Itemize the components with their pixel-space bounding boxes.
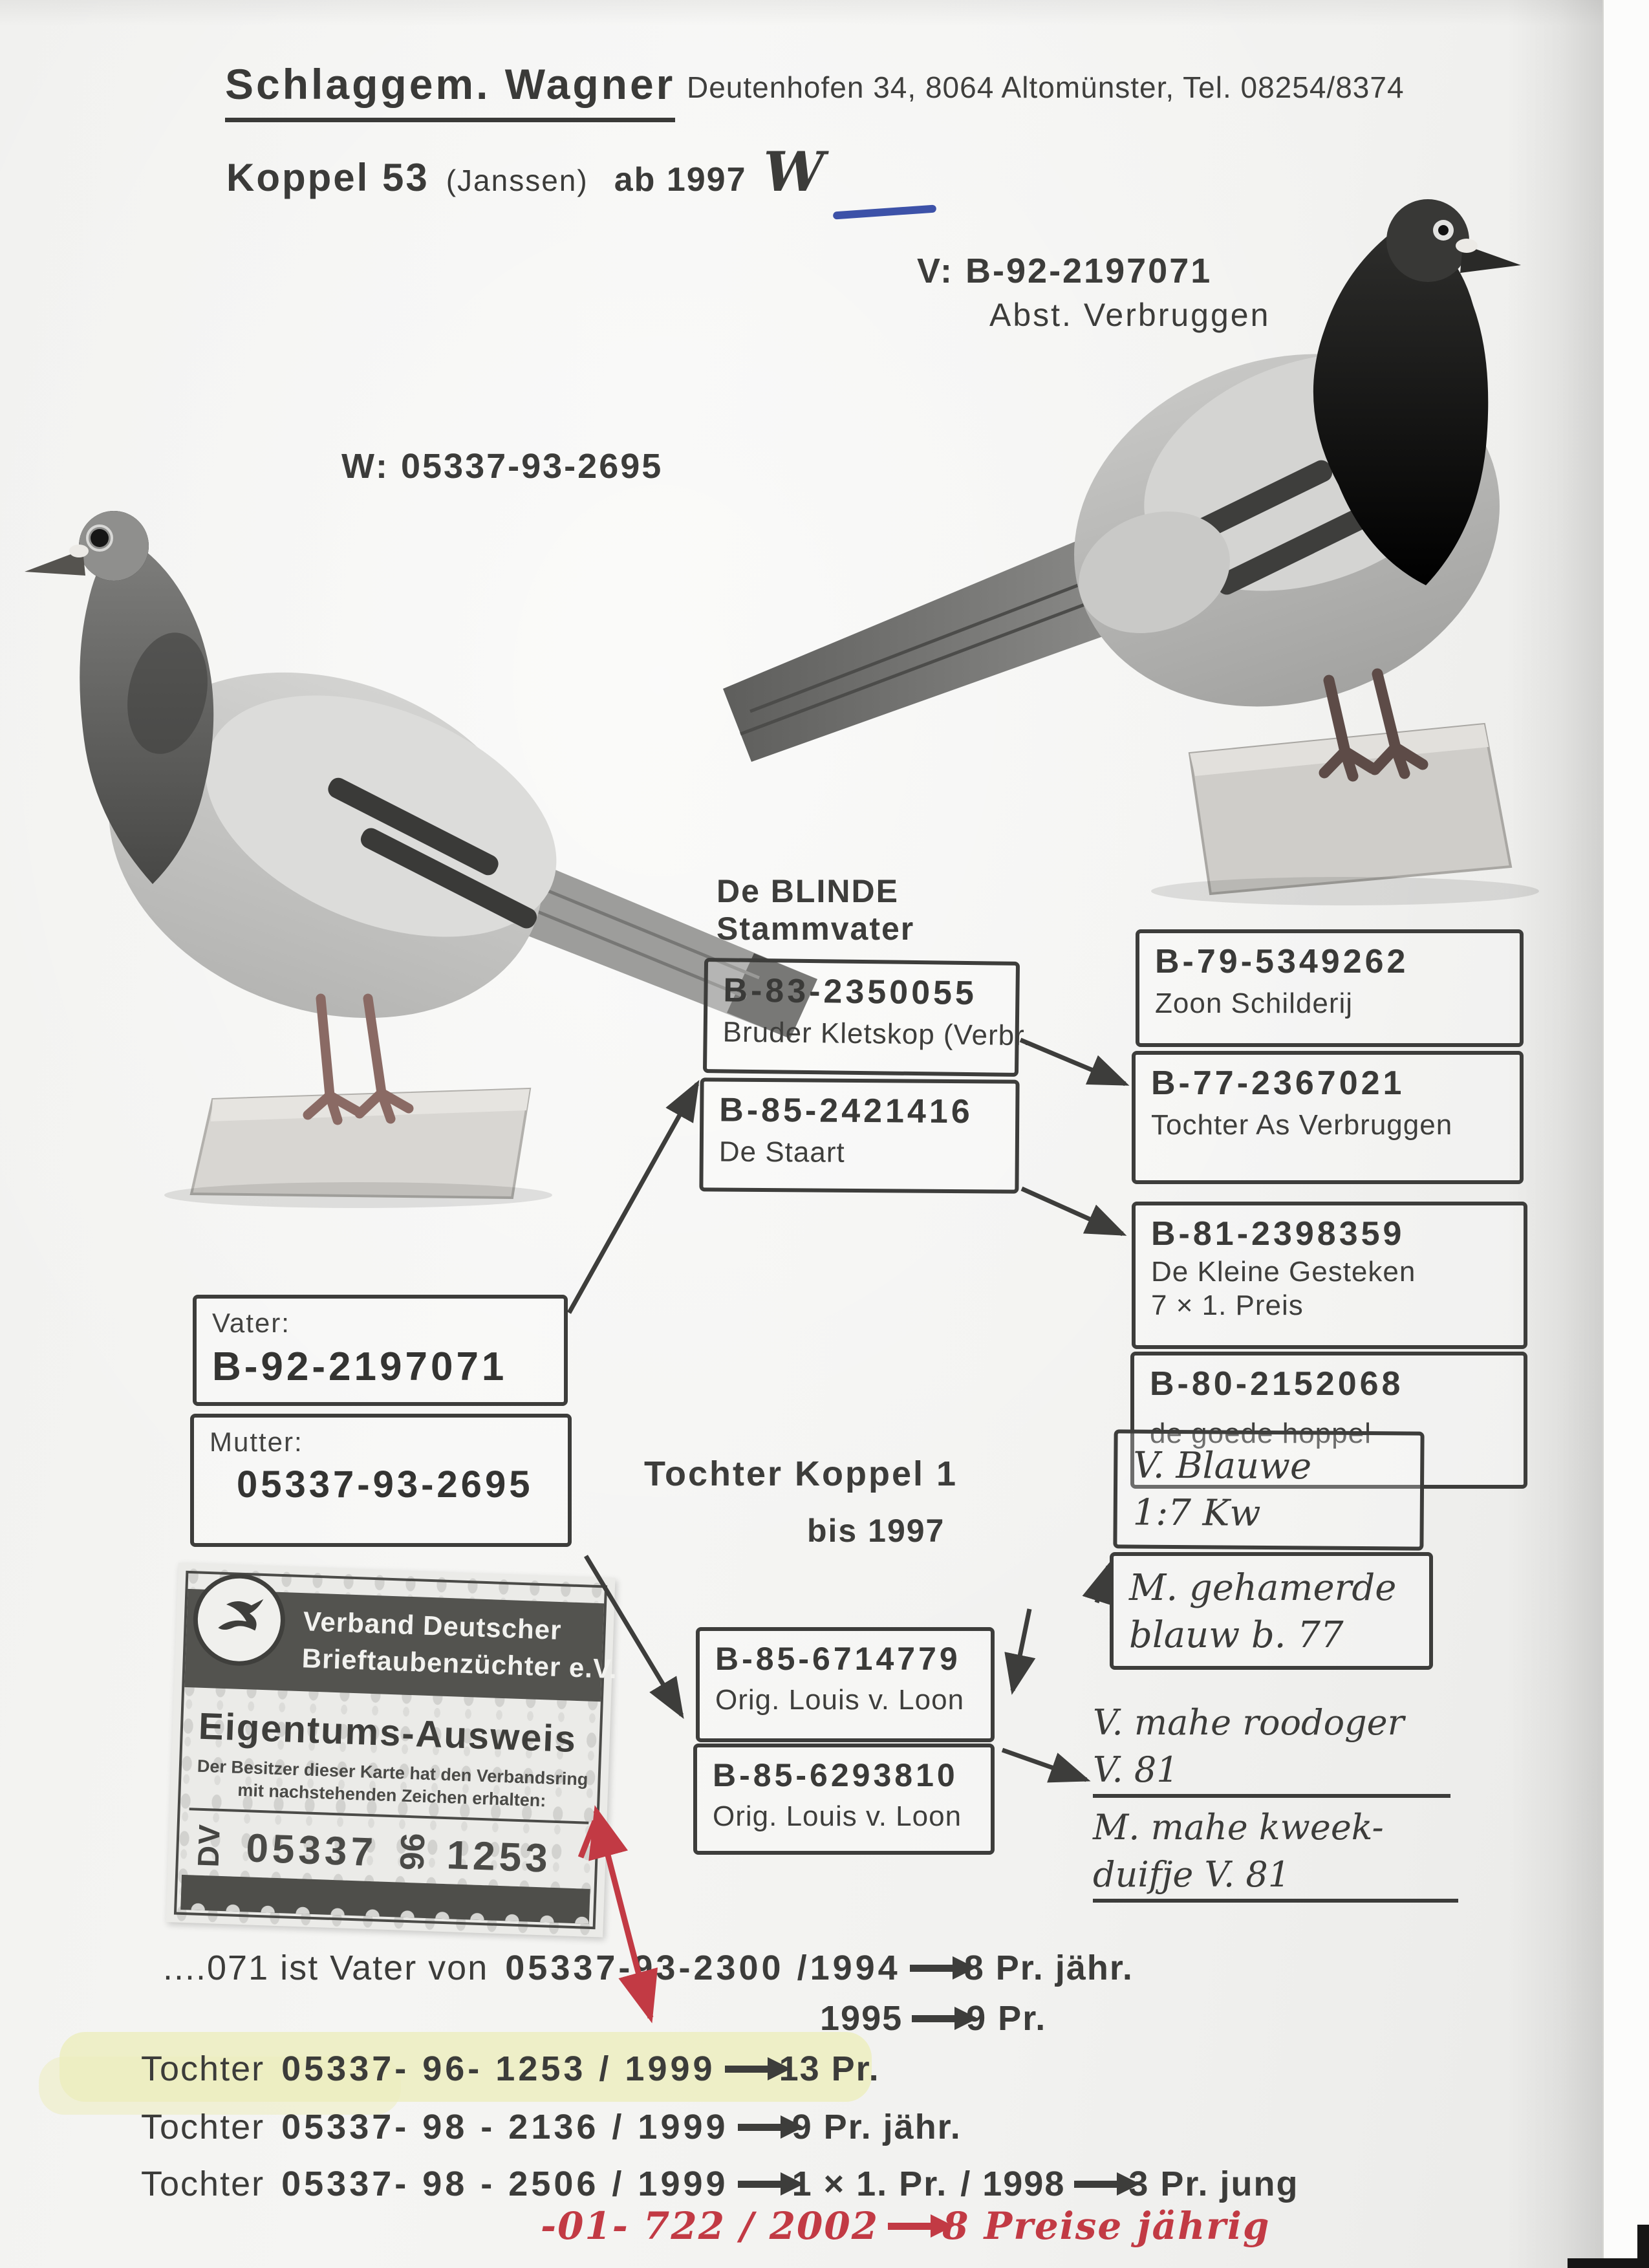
pedigree-box-grandparent-1 (1136, 929, 1524, 1047)
breeder-address: Deutenhofen 34, 8064 Altomünster, Tel. 08254/8374 (687, 70, 1405, 104)
handwritten-box-2 (1110, 1552, 1433, 1670)
handwritten-box-1 (1113, 1429, 1424, 1550)
pigeon-achievement: 7 × 1. Preis (1151, 1290, 1304, 1321)
arrow-icon (912, 2015, 957, 2022)
result-text: ....071 ist Vater von (163, 1949, 489, 1987)
result-prizes: 9 Pr. jähr. (792, 2108, 962, 2146)
arrow-icon (738, 2181, 783, 2188)
stamp-title: Eigentums-Ausweis (197, 1705, 578, 1761)
arrow-icon (738, 2124, 783, 2131)
pedigree-box-vater (193, 1295, 568, 1406)
pedigree-box-grandparent-3 (1132, 1202, 1527, 1349)
stammvater-note-line1: De BLINDE (717, 873, 899, 909)
pedigree-box-dam-mother (693, 1744, 995, 1855)
ring-number: B-80-2152068 (1150, 1365, 1404, 1403)
ring-year: 96 (393, 1832, 433, 1872)
handwritten-line: V. 81 (1093, 1747, 1450, 1798)
vater-ring-number: B-92-2197071 (212, 1345, 508, 1389)
result-label: Tochter (141, 2049, 265, 2088)
association-name-line1: Verband Deutscher (303, 1606, 563, 1646)
ring-number: B-85-2421416 (719, 1091, 973, 1131)
result-prizes: 9 Pr. (966, 1999, 1047, 2038)
stamp-note-line1: Der Besitzer dieser Karte hat den Verbandsring (197, 1756, 588, 1789)
stammvater-note (717, 873, 914, 947)
result-line-1 (163, 1948, 1134, 1988)
pigeon-name: Zoon Schilderij (1155, 988, 1353, 1019)
paper-edge-strip (1602, 0, 1649, 2268)
pigeon-name: Orig. Louis v. Loon (713, 1800, 962, 1832)
result-line-5 (141, 2164, 1299, 2204)
result-prizes: 3 Pr. jung (1128, 2165, 1299, 2203)
pair-number: Koppel 53 (226, 156, 429, 199)
ring-country-code: DV (191, 1822, 226, 1868)
association-name-line2: Brieftaubenzüchter e.V. (301, 1642, 618, 1684)
handwritten-line: blauw b. 77 (1129, 1614, 1344, 1656)
ring-number: B-79-5349262 (1155, 943, 1409, 980)
result-ring: 05337- 98 - 2506 / 1999 (281, 2165, 729, 2203)
handwritten-line: M. mahe kweek- (1093, 1807, 1384, 1848)
vater-label: Vater: (212, 1308, 290, 1338)
pedigree-box-grandparent-2 (1132, 1051, 1524, 1184)
result-line-3 (141, 2049, 880, 2089)
ring-number: B-81-2398359 (1151, 1215, 1405, 1253)
result-line-2 (820, 1998, 1046, 2038)
arrow-icon (910, 1965, 955, 1972)
handwritten-note-1 (1093, 1700, 1450, 1798)
handwritten-line: 1:7 Kw (1132, 1491, 1261, 1535)
handwritten-note-2 (1093, 1804, 1458, 1903)
red-handwritten-prizes: 8 Preise jährig (942, 2204, 1271, 2248)
red-arrow-icon (888, 2223, 933, 2230)
dam-origin-note: Tochter Koppel 1 (644, 1454, 958, 1493)
result-line-red (541, 2204, 1270, 2248)
result-line-4 (141, 2107, 962, 2147)
result-prizes: 8 Pr. jähr. (964, 1949, 1134, 1987)
result-prizes: 13 Pr. (779, 2049, 880, 2088)
paper-fold-shadow-top (0, 0, 1649, 26)
handwritten-line: V. mahe roodoger (1093, 1702, 1405, 1743)
pigeon-name: Bruder Kletskop (Verbr. (722, 1016, 1032, 1052)
breeder-name: Schlaggem. Wagner (225, 59, 675, 122)
pigeon-name: De Staart (718, 1136, 845, 1169)
ring-number: B-83-2350055 (723, 971, 978, 1013)
dam-origin-note-sub: bis 1997 (807, 1513, 945, 1549)
arrow-icon (725, 2066, 770, 2073)
result-year: / 1998 (960, 2165, 1066, 2203)
handwritten-line: duifje V. 81 (1093, 1852, 1458, 1903)
result-ring: 05337- 98 - 2136 / 1999 (281, 2108, 729, 2146)
ring-serial: 1253 (446, 1832, 552, 1881)
mutter-ring-number: 05337-93-2695 (237, 1463, 534, 1506)
result-year: 1995 (820, 1999, 903, 2038)
strain-name: (Janssen) (446, 164, 588, 197)
handwritten-w-mark: W (763, 140, 826, 204)
red-handwritten-ring: -01- 722 / 2002 (541, 2204, 879, 2248)
ring-zone: 05337 (245, 1825, 378, 1875)
pedigree-box-dam-father (696, 1627, 995, 1742)
handwritten-line: M. gehamerde (1129, 1567, 1397, 1609)
result-prizes: 1 × 1. Pr. (792, 2165, 948, 2203)
arrow-icon (1074, 2181, 1119, 2188)
handwritten-line: V. Blauwe (1133, 1444, 1312, 1488)
ownership-card-stamp (166, 1562, 616, 1937)
dam-photo-ring-label: W: 05337-93-2695 (341, 447, 663, 486)
sire-photo-origin-label: Abst. Verbruggen (989, 297, 1271, 333)
ring-number: B-85-6714779 (715, 1641, 961, 1677)
result-label: Tochter (141, 2165, 265, 2203)
sire-photo-ring-label: V: B-92-2197071 (917, 252, 1212, 290)
result-ring: 05337- 96- 1253 / 1999 (281, 2049, 716, 2088)
pigeon-name: Tochter As Verbruggen (1151, 1109, 1453, 1141)
pigeon-name: De Kleine Gesteken (1151, 1256, 1416, 1288)
result-ring: 05337-93-2300 /1994 (505, 1949, 901, 1987)
pigeon-name: Orig. Louis v. Loon (715, 1684, 965, 1716)
mutter-label: Mutter: (210, 1427, 303, 1457)
stamp-note-line2: mit nachstehenden Zeichen erhalten: (237, 1780, 546, 1811)
result-label: Tochter (141, 2108, 265, 2146)
pedigree-box-mutter (190, 1414, 572, 1547)
since-year: ab 1997 (614, 161, 747, 199)
stammvater-note-line2: Stammvater (717, 910, 915, 947)
pigeon-name: de goede hoppel (1150, 1418, 1372, 1449)
pedigree-box-sire-mother (699, 1077, 1019, 1193)
ring-number: B-85-6293810 (713, 1757, 958, 1793)
ring-number: B-77-2367021 (1151, 1064, 1405, 1102)
scan-corner-black (1637, 2225, 1649, 2268)
pedigree-box-sire-father (703, 958, 1032, 1077)
